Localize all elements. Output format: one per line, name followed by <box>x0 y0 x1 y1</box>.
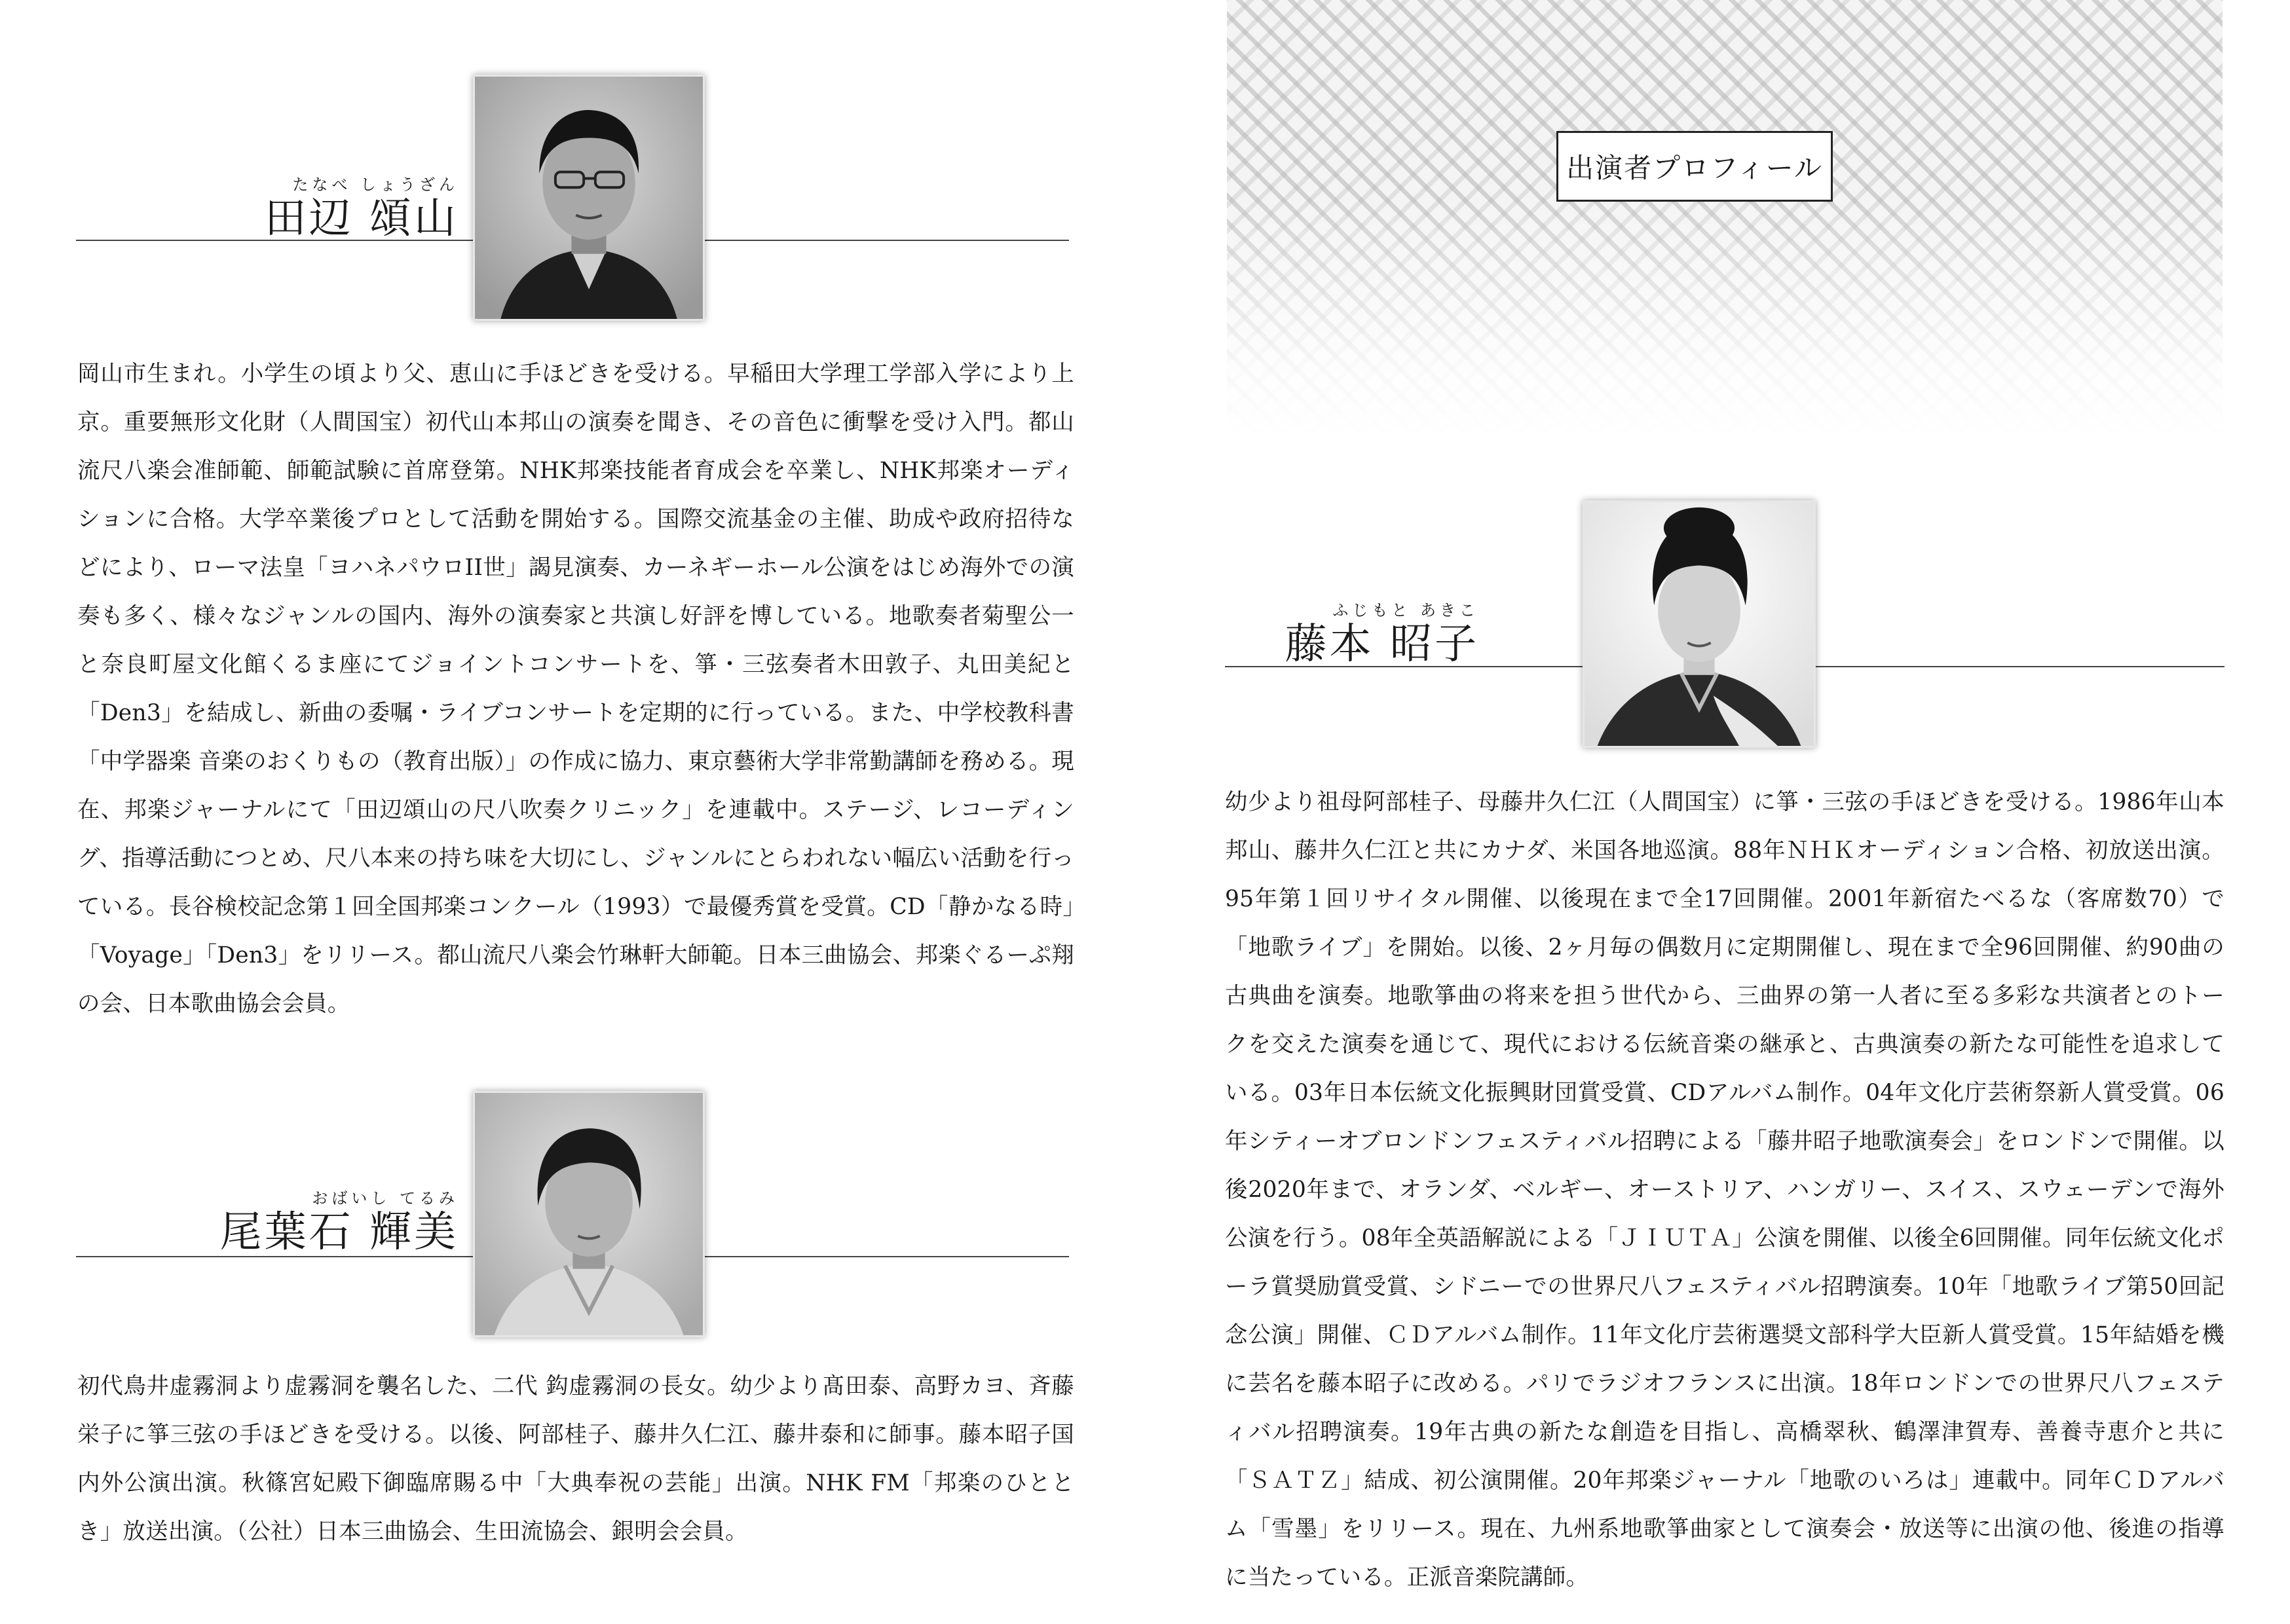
header-pattern-fade <box>1227 196 2223 439</box>
performer-name-block <box>219 1189 459 1257</box>
name-ruby: たなべ しょうざん <box>292 175 459 194</box>
right-page <box>1145 0 2290 1624</box>
performer-name: 尾葉石 輝美 <box>219 1208 459 1257</box>
name-ruby: おばいし てるみ <box>312 1189 459 1208</box>
performer-name: 田辺 頌山 <box>264 194 459 243</box>
portrait-photo <box>473 1091 705 1337</box>
portrait-photo <box>1583 500 1816 748</box>
performer-name-block <box>264 175 459 243</box>
performer-bio: 幼少より祖母阿部桂子、母藤井久仁江（人間国宝）に箏・三弦の手ほどきを受ける。1986年山本邦山、藤井久仁江と共にカナダ、米国各地巡演。88年ＮＨＫオーディション合格、初放送出演。95年第１回リサイタル開催、以後現在まで全17回開催。2001年新宿たべるな（客席数70）で「地歌ライブ」を開始。以後、2ヶ月毎の偶数月に定期開催し、現在まで全96回開催、約90曲の古典曲を演奏。地歌箏曲の将来を担う世代から、三曲界の第一人者に至る多彩な共演者とのトークを交えた演奏を通じて、現代における伝統音楽の継承と、古典演奏の新たな可能性を追求している。03年日本伝統文化振興財団賞受賞、CDアルバム制作。04年文化庁芸術祭新人賞受賞。06年シティーオブロンドンフェスティバル招聘による「藤井昭子地歌演奏会」をロンドンで開催。以後2020年まで、オランダ、ベルギー、オーストリア、ハンガリー、スイス、スウェーデンで海外公演を行う。08年全英語解説による「ＪＩＵＴＡ」公演を開催、以後全6回開催。同年伝統文化ポーラ賞奨励賞受賞、シドニーでの世界尺八フェスティバル招聘演奏。10年「地歌ライブ第50回記念公演」開催、ＣＤアルバム制作。11年文化庁芸術選奨文部科学大臣新人賞受賞。15年結婚を機に芸名を藤本昭子に改める。パリでラジオフランスに出演。18年ロンドンでの世界尺八フェスティバル招聘演奏。19年古典の新たな創造を目指し、高橋翠秋、鶴澤津賀寿、善養寺恵介と共に「ＳＡＴＺ」結成、初公演開催。20年邦楽ジャーナル「地歌のいろは」連載中。同年ＣＤアルバム「雪墨」をリリース。現在、九州系地歌箏曲家として演奏会・放送等に出演の他、後進の指導に当たっている。正派音楽院講師。 <box>1225 789 2224 1591</box>
section-title: 出演者プロフィール <box>1556 131 1833 202</box>
performer-name: 藤本 昭子 <box>1285 620 1479 669</box>
name-ruby: ふじもと あきこ <box>1332 601 1479 619</box>
performer-name-block <box>1285 601 1479 669</box>
performer-bio: 岡山市生まれ。小学生の頃より父、恵山に手ほどきを受ける。早稲田大学理工学部入学により上京。重要無形文化財（人間国宝）初代山本邦山の演奏を聞き、その音色に衝撃を受け入門。都山流尺八楽会准師範、師範試験に首席登第。NHK邦楽技能者育成会を卒業し、NHK邦楽オーディションに合格。大学卒業後プロとして活動を開始する。国際交流基金の主催、助成や政府招待などにより、ローマ法皇「ヨハネパウロII世」謁見演奏、カーネギーホール公演をはじめ海外での演奏も多く、様々なジャンルの国内、海外の演奏家と共演し好評を博している。地歌奏者菊聖公一と奈良町屋文化館くるま座にてジョイントコンサートを、箏・三弦奏者木田敦子、丸田美紀と「Den3」を結成し、新曲の委嘱・ライブコンサートを定期的に行っている。また、中学校教科書「中学器楽 音楽のおくりもの（教育出版）」の作成に協力、東京藝術大学非常勤講師を務める。現在、邦楽ジャーナルにて「田辺頌山の尺八吹奏クリニック」を連載中。ステージ、レコーディング、指導活動につとめ、尺八本来の持ち味を大切にし、ジャンルにとらわれない幅広い活動を行っている。長谷検校記念第１回全国邦楽コンクール（1993）で最優秀賞を受賞。CD「静かなる時」「Voyage」「Den3」をリリース。都山流尺八楽会竹琳軒大師範。日本三曲協会、邦楽ぐるーぷ翔の会、日本歌曲協会会員。 <box>77 361 1074 1017</box>
performer-bio: 初代鳥井虚霧洞より虚霧洞を襲名した、二代 鈎虚霧洞の長女。幼少より髙田泰、高野カヨ、斉藤栄子に箏三弦の手ほどきを受ける。以後、阿部桂子、藤井久仁江、藤井泰和に師事。藤本昭子国内外公演出演。秋篠宮妃殿下御臨席賜る中「大典奉祝の芸能」出演。NHK FM「邦楽のひととき」放送出演。（公社）日本三曲協会、生田流協会、銀明会会員。 <box>77 1373 1074 1545</box>
portrait-photo <box>473 75 705 321</box>
